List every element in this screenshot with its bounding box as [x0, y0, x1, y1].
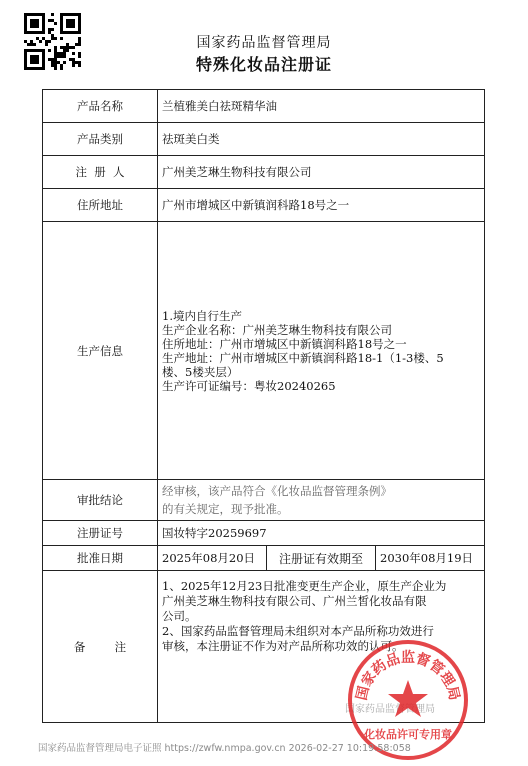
row-product-category [43, 123, 485, 156]
remarks-line: 公司。 [162, 609, 197, 623]
production-info [158, 222, 485, 480]
row-address [43, 189, 485, 222]
product-category-value: 祛斑美白类 [158, 123, 485, 156]
approval-date-value: 2025年08月20日 [158, 546, 267, 571]
address-label: 住所地址 [43, 189, 158, 222]
svg-text:国家药品监督管理局: 国家药品监督管理局 [353, 650, 463, 702]
production-line: 生产企业名称：广州美芝琳生物科技有限公司 [162, 322, 392, 337]
svg-text:化妆品许可专用章: 化妆品许可专用章 [364, 728, 452, 741]
reg-no-value: 国妆特字20259697 [158, 521, 485, 546]
expiry-label: 注册证有效期至 [267, 546, 376, 571]
row-reg-no [43, 521, 485, 546]
product-name-label: 产品名称 [43, 90, 158, 123]
row-production [43, 222, 485, 480]
row-product-name [43, 90, 485, 123]
registrant-label: 注 册 人 [43, 156, 158, 189]
row-registrant [43, 156, 485, 189]
production-line: 生产许可证编号：粤妆20240265 [162, 378, 336, 393]
registrant-value: 广州美芝琳生物科技有限公司 [158, 156, 485, 189]
approval-conclusion [158, 480, 485, 521]
row-dates [43, 546, 485, 571]
production-line: 住所地址：广州市增城区中新镇润科路18号之一 [162, 336, 407, 351]
remarks-line: 广州美芝琳生物科技有限公司、广州兰皙化妆品有限 [162, 594, 427, 608]
production-label: 生产信息 [43, 222, 158, 480]
reg-no-label: 注册证号 [43, 521, 158, 546]
remarks-line: 1、2025年12月23日批准变更生产企业，原生产企业为 [162, 579, 447, 593]
product-name-value: 兰植雅美白祛斑精华油 [158, 90, 485, 123]
expiry-date-value: 2030年08月19日 [376, 546, 485, 571]
document-title: 特殊化妆品注册证 [195, 55, 332, 74]
approval-line: 经审核，该产品符合《化妆品监督管理条例》 [162, 484, 392, 498]
approval-label: 审批结论 [43, 480, 158, 521]
production-line: 楼、5楼夹层） [162, 364, 239, 379]
remarks-label: 备 注 [43, 571, 158, 723]
footer-e-cert: 国家药品监督管理局电子证照 https://zwfw.nmpa.gov.cn 2026-02-27 10:19:58:058 [38, 743, 411, 754]
faint-agency-stamp: 国家药品监督管理局 [345, 704, 435, 715]
production-line: 1.境内自行生产 [162, 308, 242, 323]
address-value: 广州市增城区中新镇润科路18号之一 [158, 189, 485, 222]
registration-table [42, 89, 485, 723]
approval-line: 的有关规定，现予批准。 [162, 502, 289, 516]
remarks-line: 审核，本注册证不作为对产品所称功效的认可。 [162, 639, 404, 653]
agency-name: 国家药品监督管理局 [196, 35, 332, 51]
production-line: 生产地址：广州市增城区中新镇润科路18-1（1-3楼、5 [162, 350, 444, 365]
product-category-label: 产品类别 [43, 123, 158, 156]
row-approval [43, 480, 485, 521]
approval-date-label: 批准日期 [43, 546, 158, 571]
remarks-line: 2、国家药品监督管理局未组织对本产品所称功效进行 [162, 624, 434, 638]
